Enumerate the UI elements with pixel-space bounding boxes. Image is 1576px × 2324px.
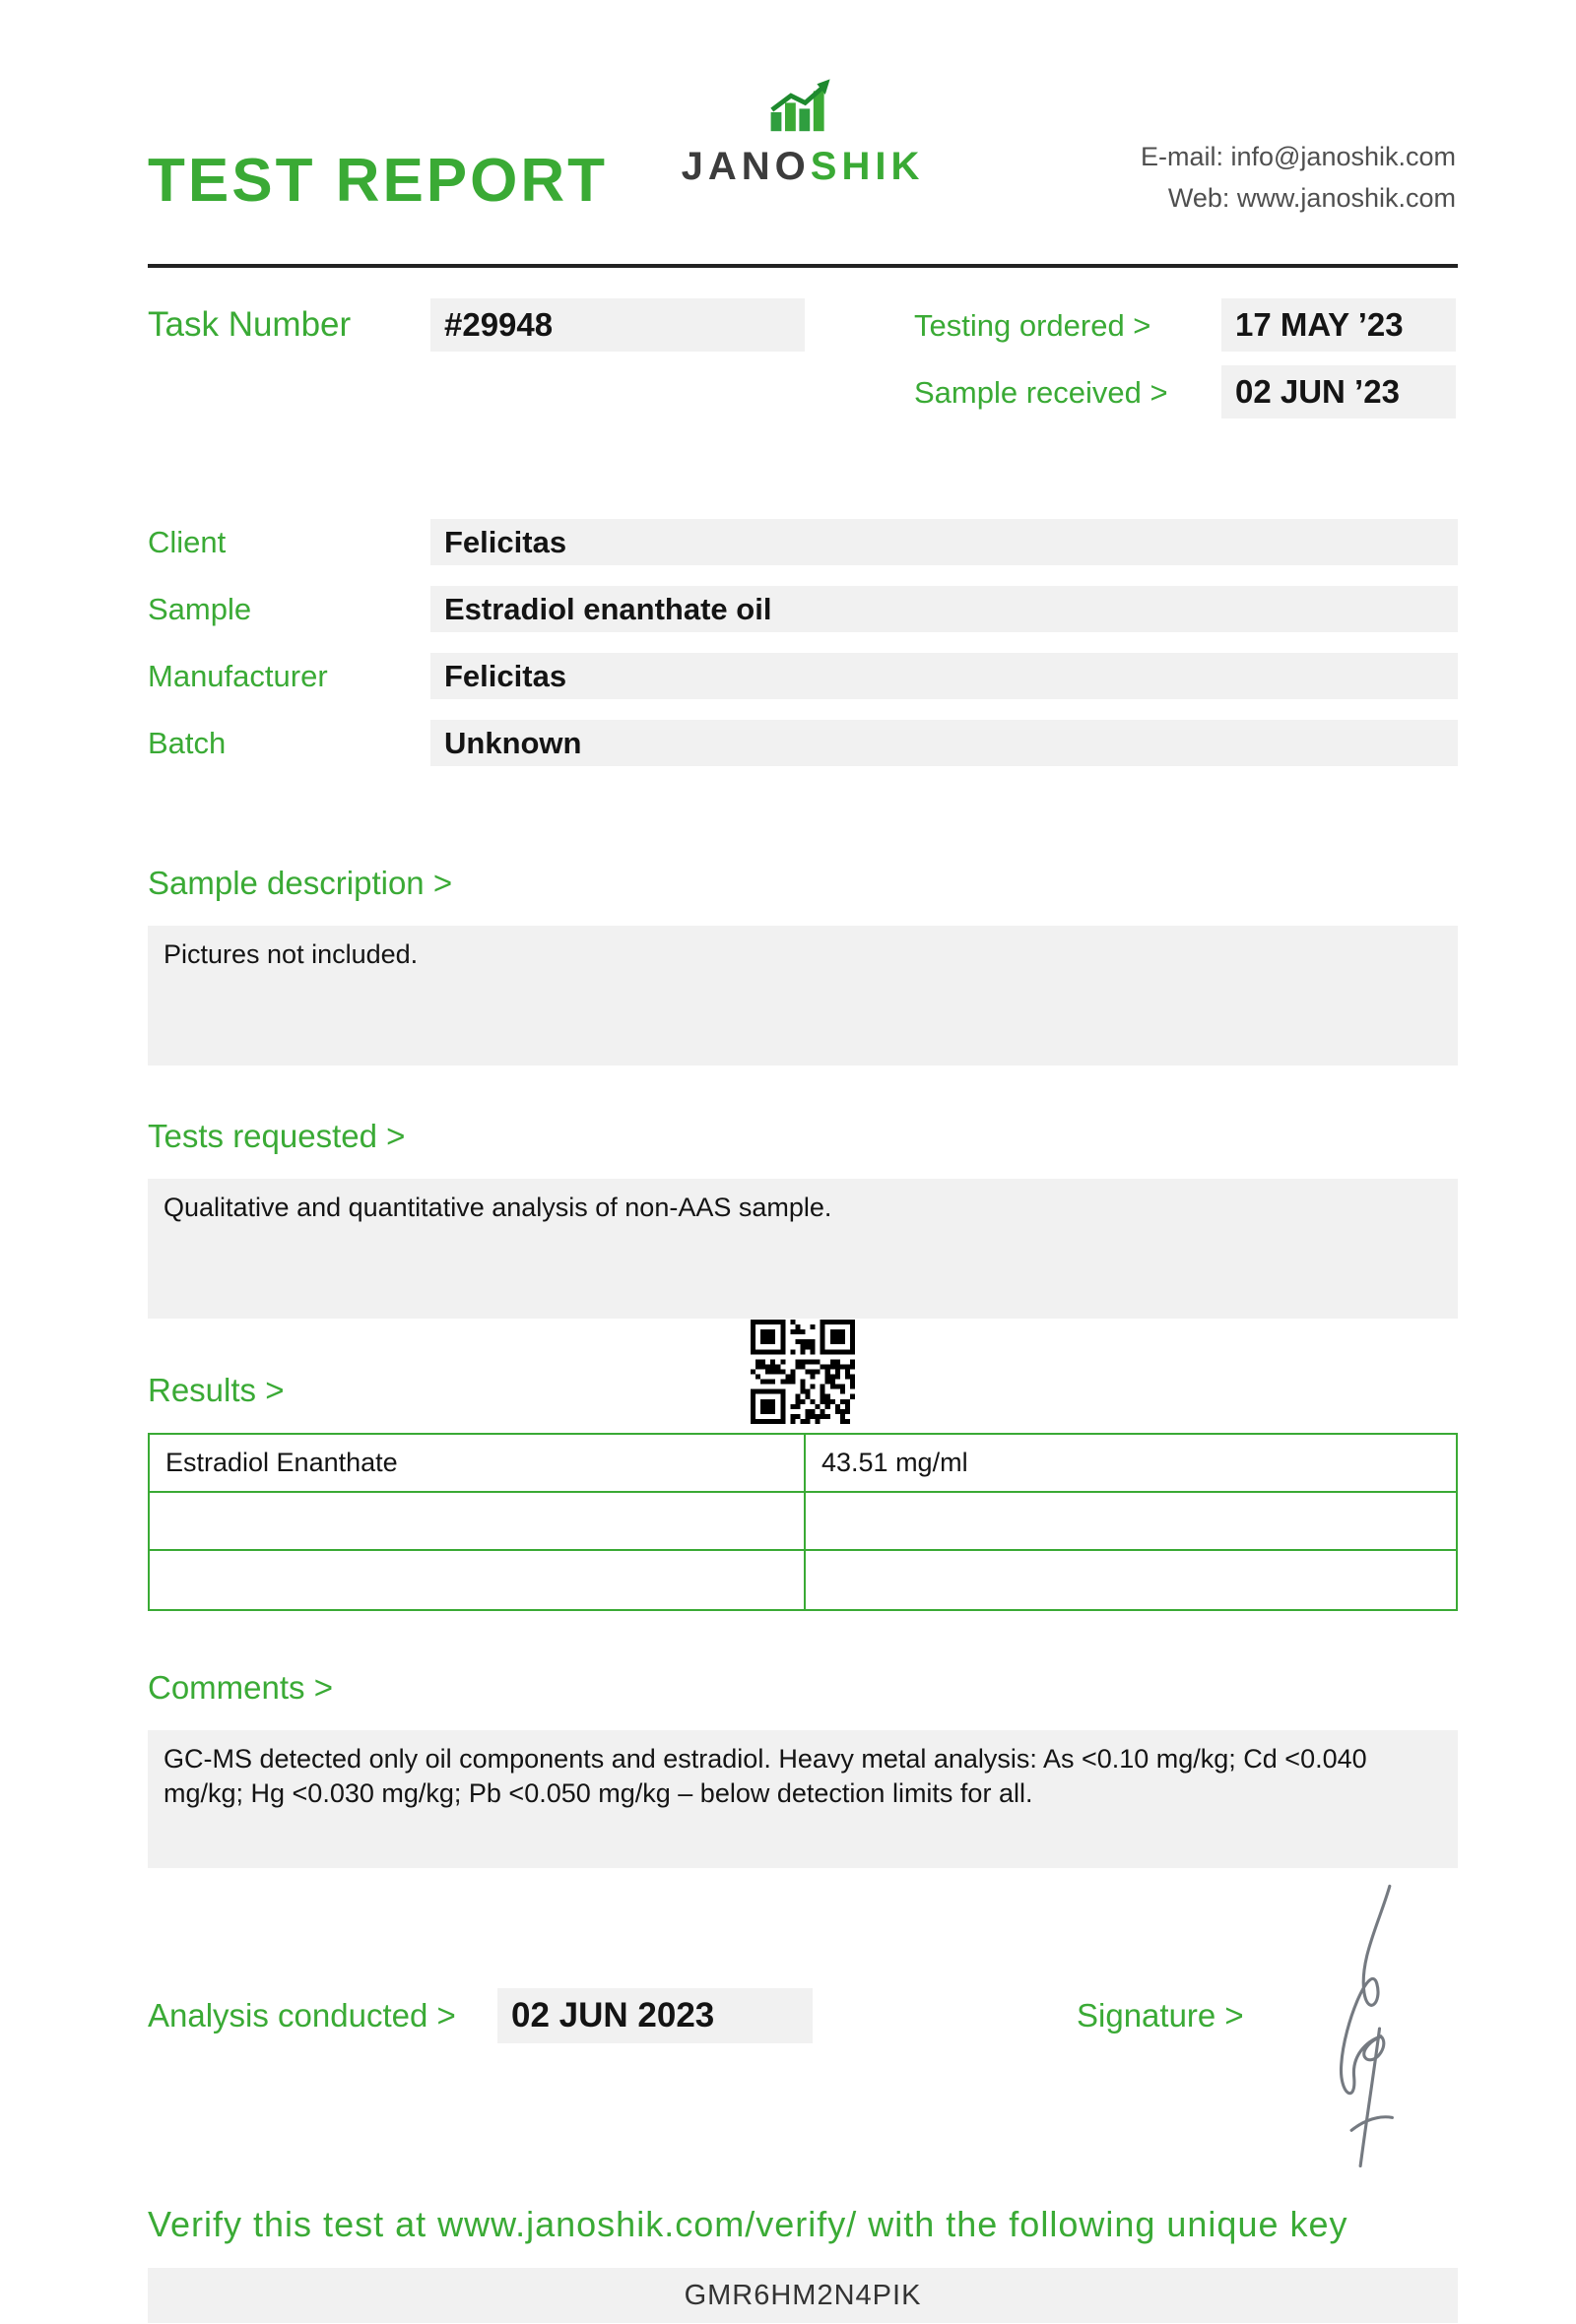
details-row	[148, 720, 1458, 766]
comments-box: GC-MS detected only oil components and estradiol. Heavy metal analysis: As <0.10 mg/kg; Cd <0.040 mg/kg; Hg <0.030 mg/kg; Pb <0.050 mg/kg – below detection limits for all.	[148, 1730, 1458, 1868]
signature-label: Signature >	[1077, 1997, 1244, 2034]
page-title: TEST REPORT	[148, 147, 609, 215]
tests-requested-heading: Tests requested >	[148, 1118, 406, 1154]
detail-label-batch: Batch	[148, 725, 227, 760]
details-row	[148, 586, 1458, 632]
result-row	[150, 1551, 1456, 1609]
result-row	[150, 1435, 1456, 1493]
contact-web	[1141, 177, 1456, 219]
detail-value-manufacturer: Felicitas	[430, 653, 1458, 699]
result-substance-cell: Estradiol Enanthate	[150, 1435, 806, 1491]
results-heading: Results >	[148, 1372, 285, 1408]
detail-value-sample: Estradiol enanthate oil	[430, 586, 1458, 632]
result-amount-cell: 43.51 mg/ml	[821, 1448, 968, 1477]
detail-label-client: Client	[148, 524, 227, 559]
result-amount-cell	[806, 1493, 1456, 1549]
sample-received-label: Sample received >	[914, 375, 1168, 410]
janoshik-logo	[678, 77, 928, 189]
details-section	[148, 519, 1458, 787]
result-substance-cell	[150, 1551, 806, 1609]
logo-wordmark	[678, 145, 928, 189]
result-substance-cell	[150, 1493, 806, 1549]
task-number-label: Task Number	[148, 305, 352, 344]
testing-ordered-value: 17 MAY ’23	[1221, 298, 1456, 352]
detail-label-manufacturer: Manufacturer	[148, 658, 328, 693]
web-value: www.janoshik.com	[1236, 183, 1456, 213]
sample-received-value: 02 JUN ’23	[1221, 365, 1456, 419]
result-amount-cell	[806, 1551, 1456, 1609]
qr-code	[751, 1320, 855, 1424]
contact-email	[1141, 136, 1456, 177]
result-row	[150, 1493, 1456, 1551]
logo-word-green: SHIK	[810, 145, 925, 188]
detail-value-client: Felicitas	[430, 519, 1458, 565]
sample-description-heading: Sample description >	[148, 865, 453, 901]
analysis-conducted-label: Analysis conducted >	[148, 1997, 456, 2034]
logo-word-dark: JANO	[681, 145, 811, 188]
tests-requested-box: Qualitative and quantitative analysis of non-AAS sample.	[148, 1179, 1458, 1319]
email-label: E-mail:	[1140, 142, 1223, 171]
task-number-value: #29948	[430, 298, 805, 352]
verify-text: Verify this test at www.janoshik.com/verify/ with the following unique key	[148, 2204, 1348, 2244]
sample-description-box: Pictures not included.	[148, 926, 1458, 1065]
signature-image	[1280, 1876, 1448, 2181]
detail-label-sample: Sample	[148, 591, 252, 626]
results-table	[148, 1433, 1458, 1611]
comments-heading: Comments >	[148, 1669, 333, 1706]
detail-value-batch: Unknown	[430, 720, 1458, 766]
web-label: Web:	[1167, 183, 1230, 213]
analysis-conducted-value: 02 JUN 2023	[497, 1988, 813, 2043]
details-row	[148, 519, 1458, 565]
bar-chart-logo-icon	[764, 77, 841, 136]
header-divider	[148, 264, 1458, 268]
email-value: info@janoshik.com	[1230, 142, 1456, 171]
contact-info	[1141, 136, 1456, 219]
testing-ordered-label: Testing ordered >	[914, 308, 1151, 343]
details-row	[148, 653, 1458, 699]
verify-key-box: GMR6HM2N4PIK	[148, 2268, 1458, 2323]
